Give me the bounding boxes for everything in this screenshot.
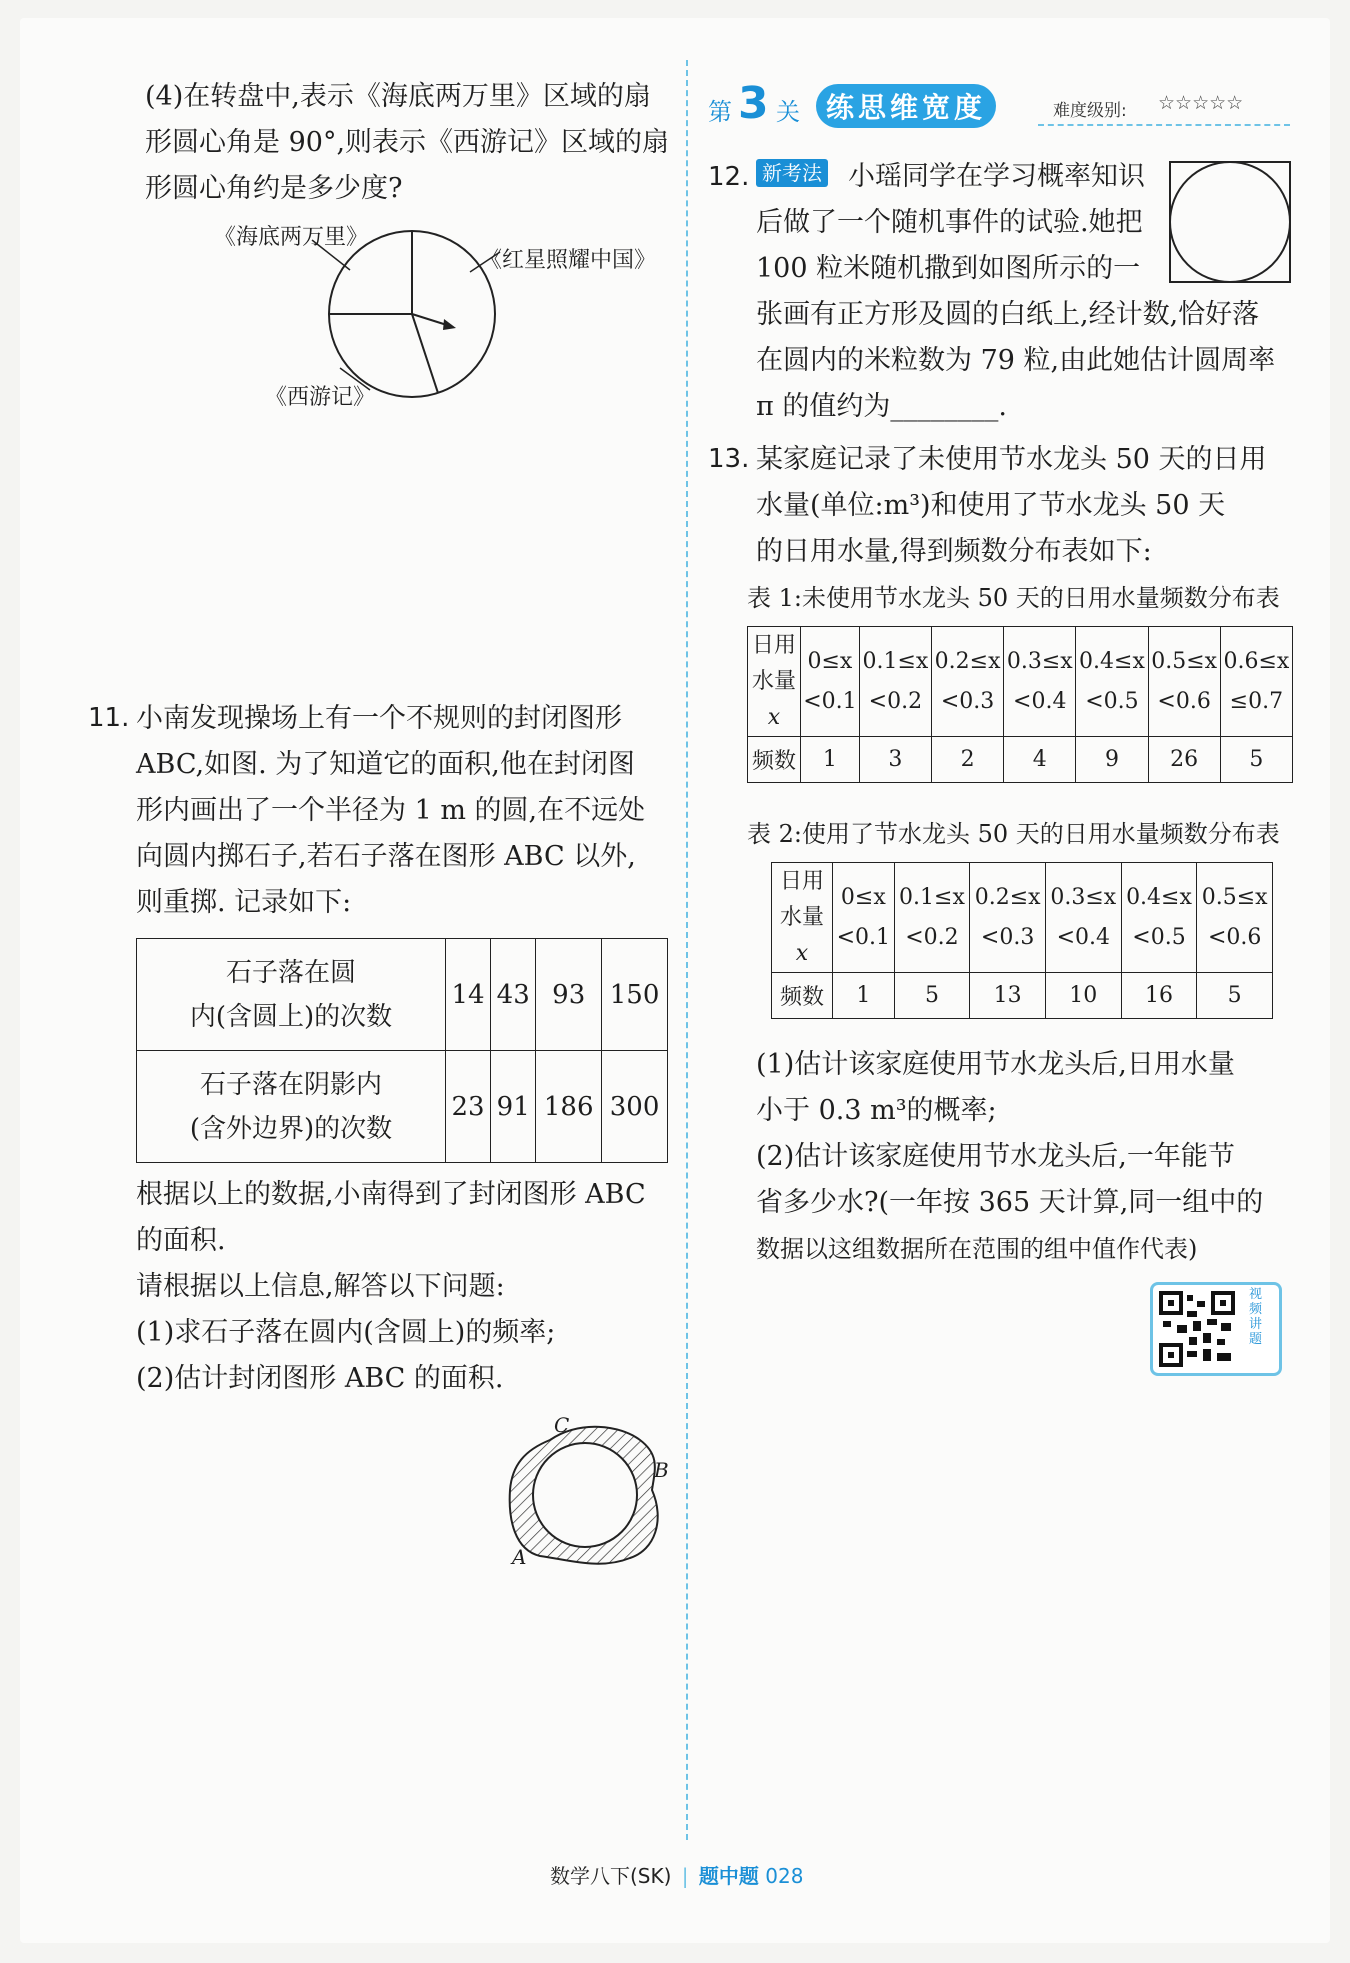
table-cell: 13 [970, 973, 1046, 1019]
label-xiyou: 《西游记》 [265, 385, 376, 410]
table-cell: 2 [931, 737, 1003, 783]
table-row [772, 863, 1273, 973]
q11-line: 根据以上的数据,小南得到了封闭图形 ABC [136, 1179, 646, 1210]
header-di: 第 [708, 98, 732, 126]
row-header: 日用 水量 x [748, 627, 801, 737]
q12-line: π 的值约为________. [756, 391, 1007, 422]
q11-line: 形内画出了一个半径为 1 m 的圆,在不远处 [136, 795, 646, 826]
table-cell: 石子落在阴影内 (含外边界)的次数 [137, 1051, 446, 1163]
header-guan: 关 [776, 98, 800, 126]
new-exam-badge: 新考法 [756, 159, 828, 187]
q11-line: (1)求石子落在圆内(含圆上)的频率; [136, 1317, 556, 1348]
q12-line: 后做了一个随机事件的试验.她把 [756, 207, 1143, 238]
q12-line: 100 粒米随机撒到如图所示的一 [756, 253, 1141, 284]
question-11-text [136, 696, 676, 926]
table-cell: 0.3≤x <0.4 [1045, 863, 1121, 973]
q12-line: 小瑶同学在学习概率知识 [848, 161, 1145, 192]
inner-circle [533, 1443, 637, 1547]
table-cell: 0.6≤x ≤0.7 [1220, 627, 1292, 737]
table-cell: 4 [1004, 737, 1076, 783]
question-11-followup [136, 1172, 676, 1402]
table-cell: 0.1≤x <0.2 [894, 863, 970, 973]
question-number: 12. [708, 162, 750, 192]
q10-line: 形圆心角是 90°,则表示《西游记》区域的扇 [145, 127, 670, 158]
table-cell: 91 [491, 1051, 536, 1163]
table-cell: 10 [1045, 973, 1121, 1019]
table-cell: 3 [859, 737, 931, 783]
table-cell: 0.2≤x <0.3 [931, 627, 1003, 737]
table-cell: 0≤x <0.1 [801, 627, 860, 737]
q11-line: 的面积. [136, 1225, 226, 1256]
q12-line: 在圆内的米粒数为 79 粒,由此她估计圆周率 [756, 345, 1276, 376]
pointer-arrowhead [443, 319, 456, 330]
q10-line: 形圆心角约是多少度? [145, 173, 403, 204]
frequency-table-2 [771, 862, 1273, 1019]
label-b: B [654, 1458, 669, 1482]
table-2-title: 表 2:使用了节水龙头 50 天的日用水量频数分布表 [747, 820, 1280, 848]
label-a: A [512, 1545, 527, 1569]
row-header: 日用 水量 x [772, 863, 833, 973]
table-cell: 0≤x <0.1 [833, 863, 895, 973]
question-number: 11. [88, 703, 130, 733]
q13-line: 省多少水?(一年按 365 天计算,同一组中的 [756, 1187, 1264, 1218]
q13-line: 某家庭记录了未使用节水龙头 50 天的日用 [756, 444, 1267, 475]
table-cell: 0.5≤x <0.6 [1197, 863, 1273, 973]
label-haidi: 《海底两万里》 [214, 225, 369, 250]
stone-table [136, 938, 668, 1163]
header-title: 练思维宽度 [816, 84, 996, 128]
footer-brand: 题中题 [698, 1864, 759, 1888]
q13-line: 数据以这组数据所在范围的组中值作代表) [756, 1235, 1198, 1263]
header-number: 3 [738, 78, 769, 129]
q13-line: 水量(单位:m³)和使用了节水龙头 50 天 [756, 490, 1226, 521]
table-cell: 16 [1121, 973, 1197, 1019]
table-cell: 23 [446, 1051, 491, 1163]
q11-line: 请根据以上信息,解答以下问题: [136, 1271, 505, 1302]
label-hongxing: 《红星照耀中国》 [480, 248, 657, 273]
table-cell: 0.2≤x <0.3 [970, 863, 1046, 973]
section-header [708, 78, 1298, 134]
table-cell: 5 [1197, 973, 1273, 1019]
question-13-text [756, 437, 1296, 575]
table-cell: 1 [801, 737, 860, 783]
table-cell: 5 [1220, 737, 1292, 783]
table-cell: 0.1≤x <0.2 [859, 627, 931, 737]
inscribed-circle [1170, 162, 1290, 282]
q11-line: ABC,如图. 为了知道它的面积,他在封闭图 [136, 749, 635, 780]
frequency-table-1 [747, 626, 1293, 783]
footer-page-number: 028 [765, 1864, 804, 1888]
difficulty-label: 难度级别: [1053, 101, 1127, 121]
table-cell: 93 [536, 939, 602, 1051]
table-cell: 43 [491, 939, 536, 1051]
q13-line: (1)估计该家庭使用节水龙头后,日用水量 [756, 1049, 1235, 1080]
question-13-followup [756, 1042, 1301, 1272]
q12-line: 张画有正方形及圆的白纸上,经计数,恰好落 [756, 299, 1260, 330]
square-circle-figure [1168, 160, 1292, 284]
question-number: 13. [708, 444, 750, 474]
table-row [137, 939, 668, 1051]
table-cell: 186 [536, 1051, 602, 1163]
q13-line: 小于 0.3 m³的概率; [756, 1095, 997, 1126]
table-row [137, 1051, 668, 1163]
freq-label: 频数 [772, 973, 833, 1019]
header-dashed-line [1038, 124, 1290, 126]
q11-line: 则重掷. 记录如下: [136, 887, 352, 918]
freq-label: 频数 [748, 737, 801, 783]
q11-line: 向圆内掷石子,若石子落在图形 ABC 以外, [136, 841, 636, 872]
table-cell: 0.5≤x <0.6 [1148, 627, 1220, 737]
qr-label: 视频讲题 [1249, 1287, 1263, 1347]
table-row [748, 737, 1293, 783]
table-cell: 26 [1148, 737, 1220, 783]
table-cell: 300 [602, 1051, 668, 1163]
column-divider [686, 60, 688, 1840]
footer-separator: | [681, 1864, 689, 1888]
table-cell: 0.3≤x <0.4 [1004, 627, 1076, 737]
question-10-part4 [145, 74, 685, 212]
footer [550, 1860, 803, 1889]
table-row [772, 973, 1273, 1019]
sector-line [412, 314, 438, 393]
difficulty-stars: ☆☆☆☆☆ [1158, 92, 1244, 114]
q13-line: (2)估计该家庭使用节水龙头后,一年能节 [756, 1141, 1235, 1172]
q11-line: 小南发现操场上有一个不规则的封闭图形 [136, 703, 622, 734]
q13-line: 的日用水量,得到频数分布表如下: [756, 536, 1152, 567]
table-cell: 0.4≤x <0.5 [1076, 627, 1148, 737]
table-cell: 1 [833, 973, 895, 1019]
table-cell: 14 [446, 939, 491, 1051]
qr-code-icon[interactable] [1159, 1291, 1235, 1367]
table-1-title: 表 1:未使用节水龙头 50 天的日用水量频数分布表 [747, 584, 1280, 612]
q10-line: (4)在转盘中,表示《海底两万里》区域的扇 [145, 81, 651, 112]
table-cell: 石子落在圆 内(含圆上)的次数 [137, 939, 446, 1051]
table-cell: 9 [1076, 737, 1148, 783]
table-row [748, 627, 1293, 737]
table-cell: 5 [894, 973, 970, 1019]
video-qr-block[interactable] [1150, 1282, 1282, 1376]
table-cell: 150 [602, 939, 668, 1051]
q11-line: (2)估计封闭图形 ABC 的面积. [136, 1363, 504, 1394]
footer-book-title: 数学八下(SK) [550, 1864, 672, 1888]
label-c: C [554, 1413, 570, 1437]
table-cell: 0.4≤x <0.5 [1121, 863, 1197, 973]
